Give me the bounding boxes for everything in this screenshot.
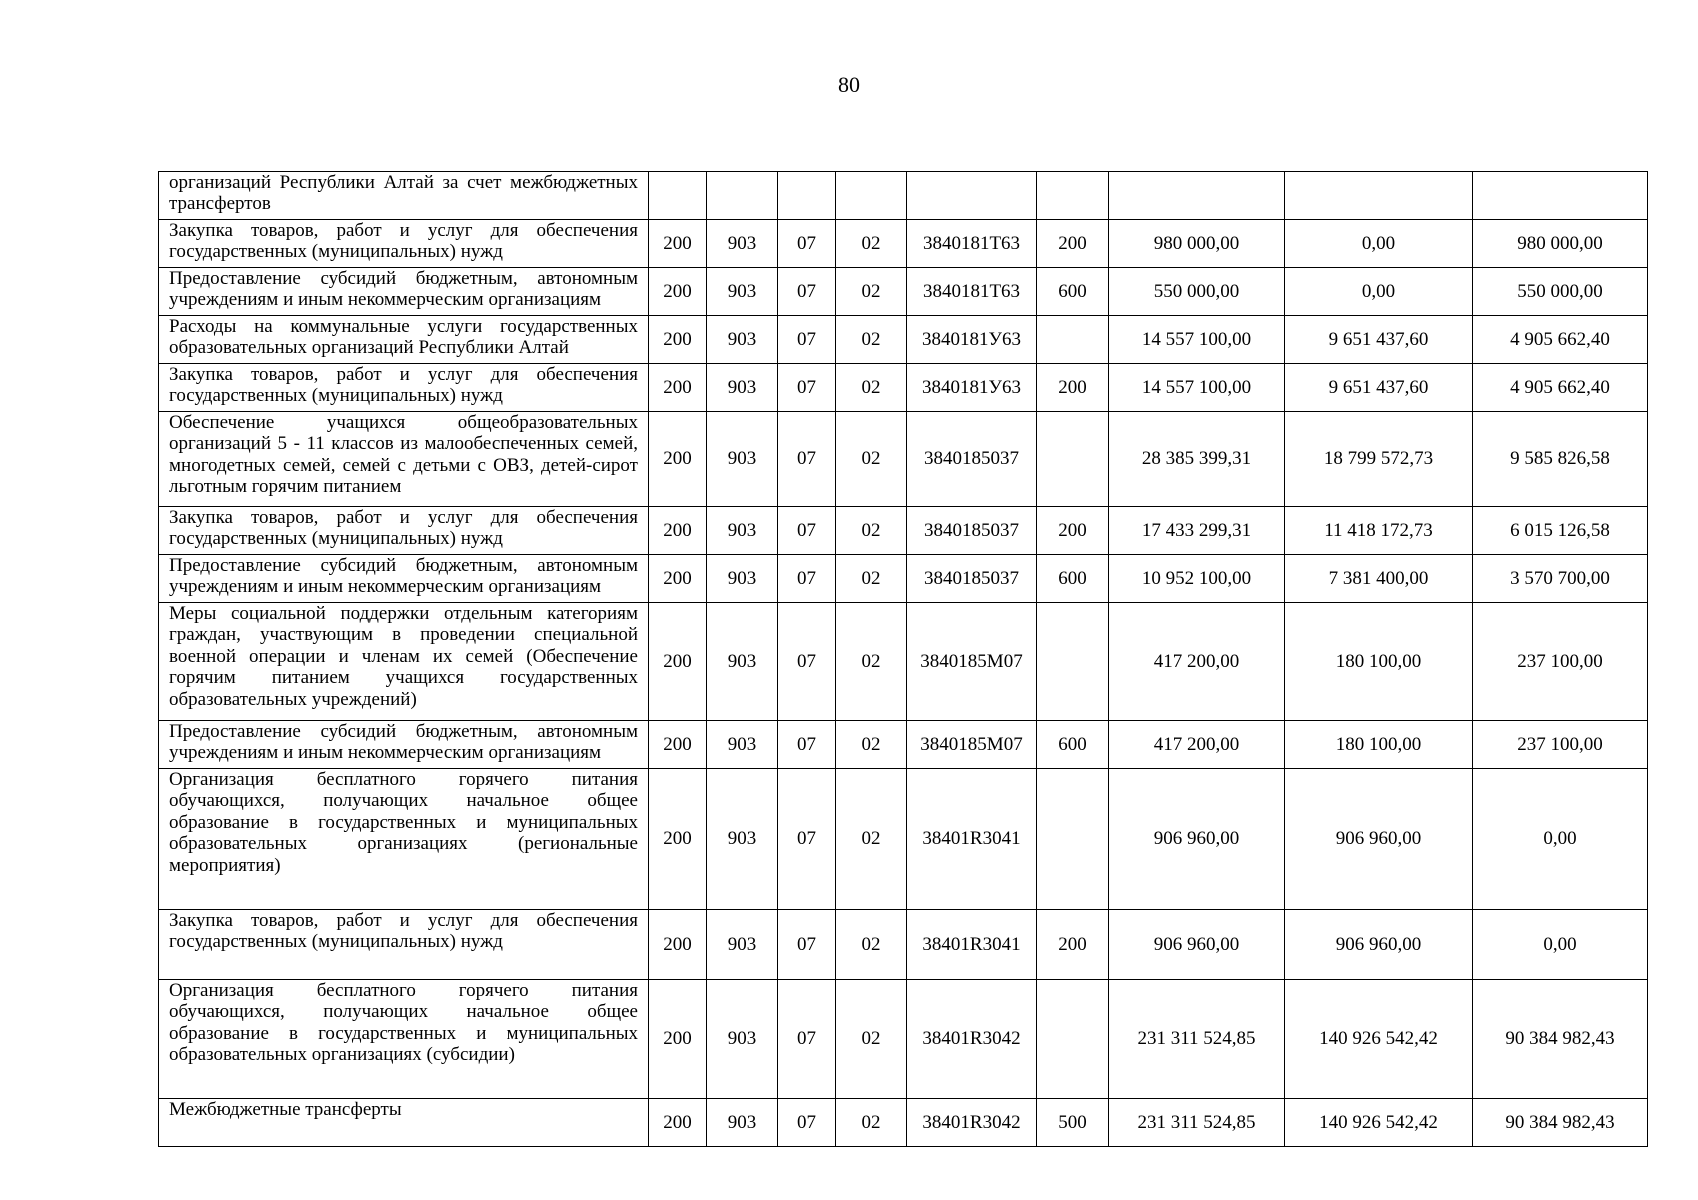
cell-csr: 3840185037 <box>907 412 1037 507</box>
cell-part2: 3 570 700,00 <box>1473 555 1648 603</box>
cell-vr: 200 <box>1037 364 1109 412</box>
cell-csr: 38401R3041 <box>907 910 1037 980</box>
cell-part2: 90 384 982,43 <box>1473 1099 1648 1147</box>
cell-name: Закупка товаров, работ и услуг для обеспечения государственных (муниципальных) нужд <box>159 507 649 555</box>
cell-c4: 02 <box>836 910 907 980</box>
cell-vr <box>1037 316 1109 364</box>
cell-c3 <box>778 172 836 220</box>
cell-part2: 6 015 126,58 <box>1473 507 1648 555</box>
cell-part1: 140 926 542,42 <box>1285 980 1473 1099</box>
cell-csr: 38401R3042 <box>907 980 1037 1099</box>
cell-csr: 3840185037 <box>907 507 1037 555</box>
cell-c2: 903 <box>707 412 778 507</box>
cell-c4: 02 <box>836 507 907 555</box>
cell-c2: 903 <box>707 603 778 721</box>
cell-c4: 02 <box>836 220 907 268</box>
cell-c3: 07 <box>778 603 836 721</box>
table-row <box>159 769 1648 910</box>
cell-part2: 550 000,00 <box>1473 268 1648 316</box>
cell-vr: 500 <box>1037 1099 1109 1147</box>
cell-c4: 02 <box>836 555 907 603</box>
cell-name: Закупка товаров, работ и услуг для обеспечения государственных (муниципальных) нужд <box>159 220 649 268</box>
cell-c1: 200 <box>649 555 707 603</box>
cell-c1: 200 <box>649 507 707 555</box>
cell-total: 10 952 100,00 <box>1109 555 1285 603</box>
cell-name: Предоставление субсидий бюджетным, автономным учреждениям и иным некоммерческим организациям <box>159 268 649 316</box>
cell-csr: 3840181У63 <box>907 316 1037 364</box>
table-row <box>159 603 1648 721</box>
cell-part2: 4 905 662,40 <box>1473 364 1648 412</box>
cell-c1: 200 <box>649 268 707 316</box>
cell-part1: 906 960,00 <box>1285 910 1473 980</box>
cell-part1: 7 381 400,00 <box>1285 555 1473 603</box>
cell-c2: 903 <box>707 507 778 555</box>
cell-vr <box>1037 603 1109 721</box>
table-row <box>159 910 1648 980</box>
cell-part1: 0,00 <box>1285 268 1473 316</box>
cell-c1: 200 <box>649 364 707 412</box>
cell-part1: 11 418 172,73 <box>1285 507 1473 555</box>
cell-csr <box>907 172 1037 220</box>
table-row <box>159 364 1648 412</box>
cell-name: Закупка товаров, работ и услуг для обеспечения государственных (муниципальных) нужд <box>159 364 649 412</box>
cell-c1 <box>649 172 707 220</box>
cell-total: 906 960,00 <box>1109 910 1285 980</box>
cell-c3: 07 <box>778 980 836 1099</box>
cell-vr: 200 <box>1037 910 1109 980</box>
cell-part2: 0,00 <box>1473 910 1648 980</box>
table-row <box>159 555 1648 603</box>
cell-name: Организация бесплатного горячего питания обучающихся, получающих начальное общее образование в государственных и муниципальных образовательных организациях (субсидии) <box>159 980 649 1099</box>
cell-part2 <box>1473 172 1648 220</box>
cell-vr <box>1037 172 1109 220</box>
cell-c1: 200 <box>649 412 707 507</box>
cell-c1: 200 <box>649 316 707 364</box>
cell-vr <box>1037 769 1109 910</box>
cell-c2: 903 <box>707 220 778 268</box>
table-row <box>159 721 1648 769</box>
cell-total: 14 557 100,00 <box>1109 316 1285 364</box>
cell-c4: 02 <box>836 980 907 1099</box>
cell-c4: 02 <box>836 721 907 769</box>
cell-total: 231 311 524,85 <box>1109 1099 1285 1147</box>
cell-part2: 4 905 662,40 <box>1473 316 1648 364</box>
cell-vr: 200 <box>1037 507 1109 555</box>
cell-vr: 600 <box>1037 721 1109 769</box>
cell-part2: 90 384 982,43 <box>1473 980 1648 1099</box>
cell-c2: 903 <box>707 980 778 1099</box>
cell-name: Закупка товаров, работ и услуг для обеспечения государственных (муниципальных) нужд <box>159 910 649 980</box>
table-row <box>159 412 1648 507</box>
cell-name: Предоставление субсидий бюджетным, автономным учреждениям и иным некоммерческим организациям <box>159 721 649 769</box>
budget-table <box>158 171 1648 1147</box>
cell-c1: 200 <box>649 603 707 721</box>
cell-c2: 903 <box>707 769 778 910</box>
cell-c2: 903 <box>707 721 778 769</box>
cell-csr: 3840185М07 <box>907 603 1037 721</box>
cell-total: 14 557 100,00 <box>1109 364 1285 412</box>
cell-part1: 140 926 542,42 <box>1285 1099 1473 1147</box>
cell-part1: 180 100,00 <box>1285 603 1473 721</box>
cell-total: 906 960,00 <box>1109 769 1285 910</box>
cell-part1: 906 960,00 <box>1285 769 1473 910</box>
cell-c4: 02 <box>836 769 907 910</box>
cell-c4: 02 <box>836 603 907 721</box>
cell-total: 980 000,00 <box>1109 220 1285 268</box>
cell-c4: 02 <box>836 364 907 412</box>
cell-c2: 903 <box>707 364 778 412</box>
cell-c2: 903 <box>707 1099 778 1147</box>
cell-name: организаций Республики Алтай за счет межбюджетных трансфертов <box>159 172 649 220</box>
cell-c2: 903 <box>707 555 778 603</box>
cell-csr: 3840181У63 <box>907 364 1037 412</box>
cell-c1: 200 <box>649 721 707 769</box>
cell-c3: 07 <box>778 555 836 603</box>
cell-total <box>1109 172 1285 220</box>
table-row <box>159 268 1648 316</box>
cell-part2: 237 100,00 <box>1473 721 1648 769</box>
cell-part2: 237 100,00 <box>1473 603 1648 721</box>
table-row <box>159 1099 1648 1147</box>
cell-part1: 0,00 <box>1285 220 1473 268</box>
cell-name: Расходы на коммунальные услуги государственных образовательных организаций Республики Алтай <box>159 316 649 364</box>
cell-name: Организация бесплатного горячего питания обучающихся, получающих начальное общее образование в государственных и муниципальных образовательных организациях (региональные мероприятия) <box>159 769 649 910</box>
cell-total: 28 385 399,31 <box>1109 412 1285 507</box>
cell-part1 <box>1285 172 1473 220</box>
cell-c3: 07 <box>778 507 836 555</box>
cell-c3: 07 <box>778 721 836 769</box>
table-row <box>159 220 1648 268</box>
cell-c3: 07 <box>778 769 836 910</box>
cell-c4: 02 <box>836 1099 907 1147</box>
cell-c3: 07 <box>778 910 836 980</box>
cell-c3: 07 <box>778 268 836 316</box>
cell-name: Меры социальной поддержки отдельным категориям граждан, участвующим в проведении специальной военной операции и членам их семей (Обеспечение горячим питанием учащихся государственных образовательных учреждений) <box>159 603 649 721</box>
cell-c2: 903 <box>707 910 778 980</box>
cell-part1: 18 799 572,73 <box>1285 412 1473 507</box>
cell-c1: 200 <box>649 769 707 910</box>
cell-c4 <box>836 172 907 220</box>
cell-c3: 07 <box>778 220 836 268</box>
cell-c2 <box>707 172 778 220</box>
cell-csr: 3840185М07 <box>907 721 1037 769</box>
cell-name: Предоставление субсидий бюджетным, автономным учреждениям и иным некоммерческим организациям <box>159 555 649 603</box>
cell-csr: 3840181Т63 <box>907 220 1037 268</box>
cell-c3: 07 <box>778 1099 836 1147</box>
table-row <box>159 507 1648 555</box>
cell-part1: 9 651 437,60 <box>1285 364 1473 412</box>
table-row <box>159 172 1648 220</box>
cell-total: 231 311 524,85 <box>1109 980 1285 1099</box>
cell-c1: 200 <box>649 220 707 268</box>
cell-part2: 980 000,00 <box>1473 220 1648 268</box>
cell-vr: 600 <box>1037 268 1109 316</box>
cell-c1: 200 <box>649 1099 707 1147</box>
cell-total: 550 000,00 <box>1109 268 1285 316</box>
cell-c1: 200 <box>649 910 707 980</box>
cell-csr: 3840181Т63 <box>907 268 1037 316</box>
cell-c3: 07 <box>778 364 836 412</box>
cell-total: 417 200,00 <box>1109 721 1285 769</box>
cell-total: 417 200,00 <box>1109 603 1285 721</box>
cell-c3: 07 <box>778 412 836 507</box>
cell-c2: 903 <box>707 316 778 364</box>
cell-c2: 903 <box>707 268 778 316</box>
cell-name: Межбюджетные трансферты <box>159 1099 649 1147</box>
cell-c4: 02 <box>836 268 907 316</box>
table-row <box>159 980 1648 1099</box>
page-number: 80 <box>838 72 860 97</box>
cell-c3: 07 <box>778 316 836 364</box>
cell-total: 17 433 299,31 <box>1109 507 1285 555</box>
cell-vr <box>1037 412 1109 507</box>
cell-c4: 02 <box>836 316 907 364</box>
cell-c4: 02 <box>836 412 907 507</box>
cell-vr: 600 <box>1037 555 1109 603</box>
cell-part1: 9 651 437,60 <box>1285 316 1473 364</box>
cell-vr: 200 <box>1037 220 1109 268</box>
cell-c1: 200 <box>649 980 707 1099</box>
cell-vr <box>1037 980 1109 1099</box>
cell-csr: 38401R3042 <box>907 1099 1037 1147</box>
table-row <box>159 316 1648 364</box>
cell-csr: 38401R3041 <box>907 769 1037 910</box>
cell-part2: 9 585 826,58 <box>1473 412 1648 507</box>
cell-csr: 3840185037 <box>907 555 1037 603</box>
cell-part1: 180 100,00 <box>1285 721 1473 769</box>
cell-name: Обеспечение учащихся общеобразовательных организаций 5 - 11 классов из малообеспеченных семей, многодетных семей, семей с детьми с ОВЗ, детей-сирот льготным горячим питанием <box>159 412 649 507</box>
cell-part2: 0,00 <box>1473 769 1648 910</box>
